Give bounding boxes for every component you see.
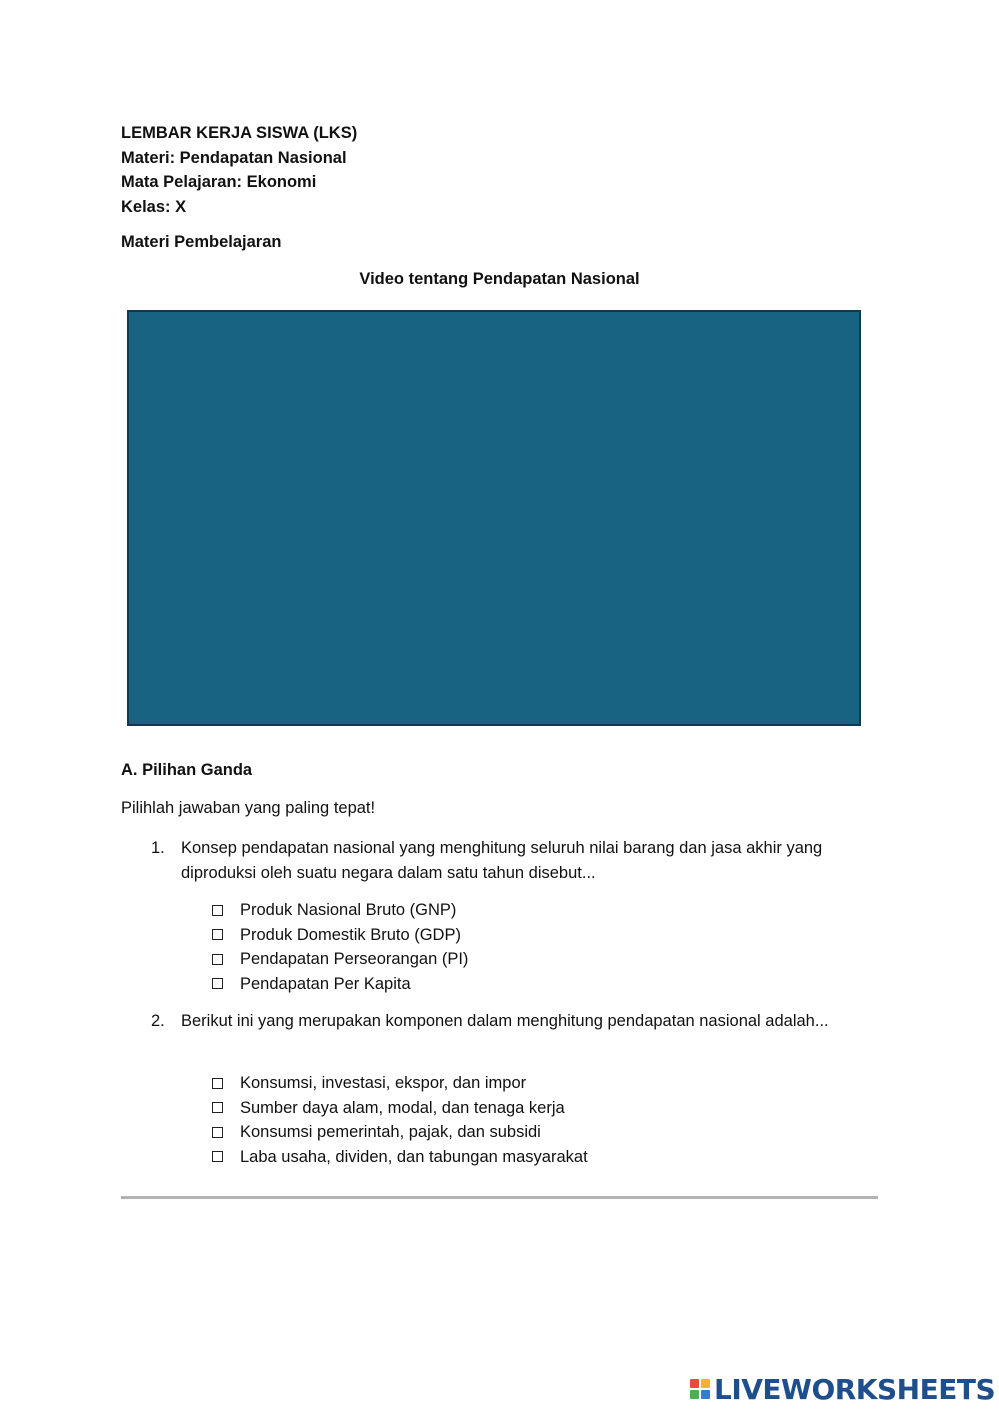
question-text: Berikut ini yang merupakan komponen dalam menghitung pendapatan nasional adalah... <box>181 1012 829 1030</box>
checkbox-icon[interactable] <box>212 978 223 989</box>
option-checkbox[interactable] <box>212 972 468 997</box>
option-checkbox[interactable] <box>212 1120 588 1145</box>
checkbox-icon[interactable] <box>212 905 223 916</box>
option-label: Konsumsi, investasi, ekspor, dan impor <box>240 1074 527 1092</box>
question-number: 2. <box>151 1012 165 1030</box>
materi-pembelajaran-heading: Materi Pembelajaran <box>121 233 282 251</box>
option-checkbox[interactable] <box>212 947 468 972</box>
mapel-label: Mata Pelajaran: Ekonomi <box>121 173 317 191</box>
question-number: 1. <box>151 839 165 857</box>
option-checkbox[interactable] <box>212 923 468 948</box>
option-checkbox[interactable] <box>212 1071 588 1096</box>
liveworksheets-logo <box>690 1372 995 1406</box>
question-2 <box>121 1009 878 1059</box>
kelas-label: Kelas: X <box>121 197 187 216</box>
option-label: Pendapatan Per Kapita <box>240 974 411 993</box>
logo-text: LIVEWORKSHEETS <box>714 1372 996 1406</box>
option-label: Laba usaha, dividen, dan tabungan masyarakat <box>240 1147 588 1166</box>
question-2-options <box>212 1071 588 1169</box>
section-a-heading: A. Pilihan Ganda <box>121 761 253 779</box>
question-text: Konsep pendapatan nasional yang menghitung seluruh nilai barang dan jasa akhir yang diproduksi oleh suatu negara dalam satu tahun disebut... <box>181 839 823 882</box>
option-checkbox[interactable] <box>212 1096 588 1121</box>
question-1-options <box>212 898 468 996</box>
checkbox-icon[interactable] <box>212 1102 223 1113</box>
option-checkbox[interactable] <box>212 1145 588 1170</box>
option-checkbox[interactable] <box>212 898 468 923</box>
instruction-text: Pilihlah jawaban yang paling tepat! <box>121 799 376 817</box>
checkbox-icon[interactable] <box>212 1078 223 1089</box>
checkbox-icon[interactable] <box>212 929 223 940</box>
worksheet-header <box>121 121 357 219</box>
video-player[interactable] <box>127 310 861 726</box>
checkbox-icon[interactable] <box>212 954 223 965</box>
materi-label: Materi: Pendapatan Nasional <box>121 148 347 167</box>
option-label: Pendapatan Perseorangan (PI) <box>240 950 469 968</box>
option-label: Produk Nasional Bruto (GNP) <box>240 901 457 919</box>
checkbox-icon[interactable] <box>212 1151 223 1162</box>
checkbox-icon[interactable] <box>212 1127 223 1138</box>
worksheet-title: LEMBAR KERJA SISWA (LKS) <box>121 124 358 142</box>
logo-blocks-icon <box>690 1379 710 1399</box>
question-1 <box>121 836 878 886</box>
video-title: Video tentang Pendapatan Nasional <box>359 270 640 288</box>
option-label: Produk Domestik Bruto (GDP) <box>240 925 461 944</box>
option-label: Sumber daya alam, modal, dan tenaga kerja <box>240 1098 565 1117</box>
option-label: Konsumsi pemerintah, pajak, dan subsidi <box>240 1123 541 1141</box>
section-divider <box>121 1196 878 1199</box>
